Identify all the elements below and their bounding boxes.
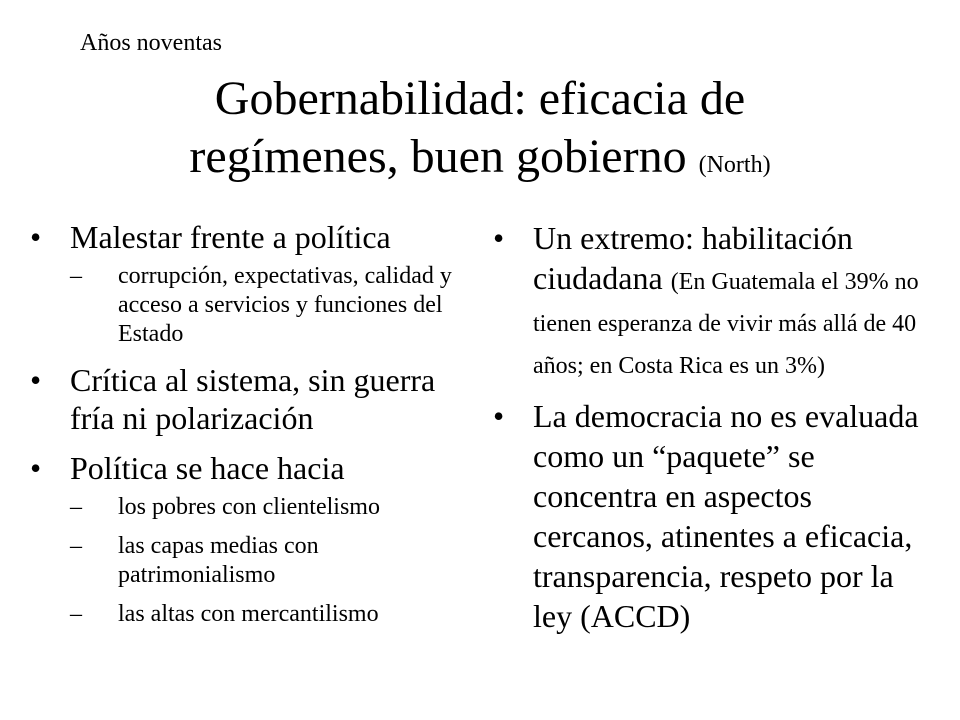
title-line-2-main: regímenes, buen gobierno	[189, 130, 699, 183]
bullet-note: (En Guatemala el 39% no tienen esperanza de vivir más allá de 40 años; en Costa Rica es un 3%)	[533, 269, 919, 379]
bullet-text: Malestar frente a política	[70, 219, 391, 255]
bullet-habilitacion	[493, 218, 938, 384]
bullet-text: Un extremo: habilitación ciudadana	[533, 220, 853, 296]
bullet-politica	[30, 449, 470, 629]
slide-eyebrow: Años noventas	[80, 30, 222, 56]
left-column	[30, 218, 470, 641]
sub-item-altas: – las altas con mercantilismo	[70, 600, 470, 629]
sub-item-capas-medias: – las capas medias con patrimonialismo	[70, 532, 470, 590]
bullet-critica	[30, 361, 470, 437]
bullet-text: Crítica al sistema, sin guerra fría ni polarización	[70, 362, 436, 436]
sub-list	[70, 262, 470, 349]
bullet-democracia	[493, 396, 938, 636]
title-line-1: Gobernabilidad: eficacia de	[214, 72, 746, 125]
right-column	[493, 218, 938, 648]
sub-list	[70, 493, 470, 629]
bullet-malestar	[30, 218, 470, 349]
title-note: (North)	[698, 152, 771, 178]
sub-item-pobres: – los pobres con clientelismo	[70, 493, 470, 522]
sub-item-corrupcion: – corrupción, expectativas, calidad y acceso a servicios y funciones del Estado	[70, 262, 470, 349]
bullet-text: La democracia no es evaluada como un “paquete” se concentra en aspectos cercanos, atinentes a eficacia, transparencia, respeto por la ley (ACCD)	[533, 398, 919, 634]
slide-title	[0, 70, 960, 194]
title-line-2	[0, 128, 960, 194]
bullet-text: Política se hace hacia	[70, 450, 345, 486]
